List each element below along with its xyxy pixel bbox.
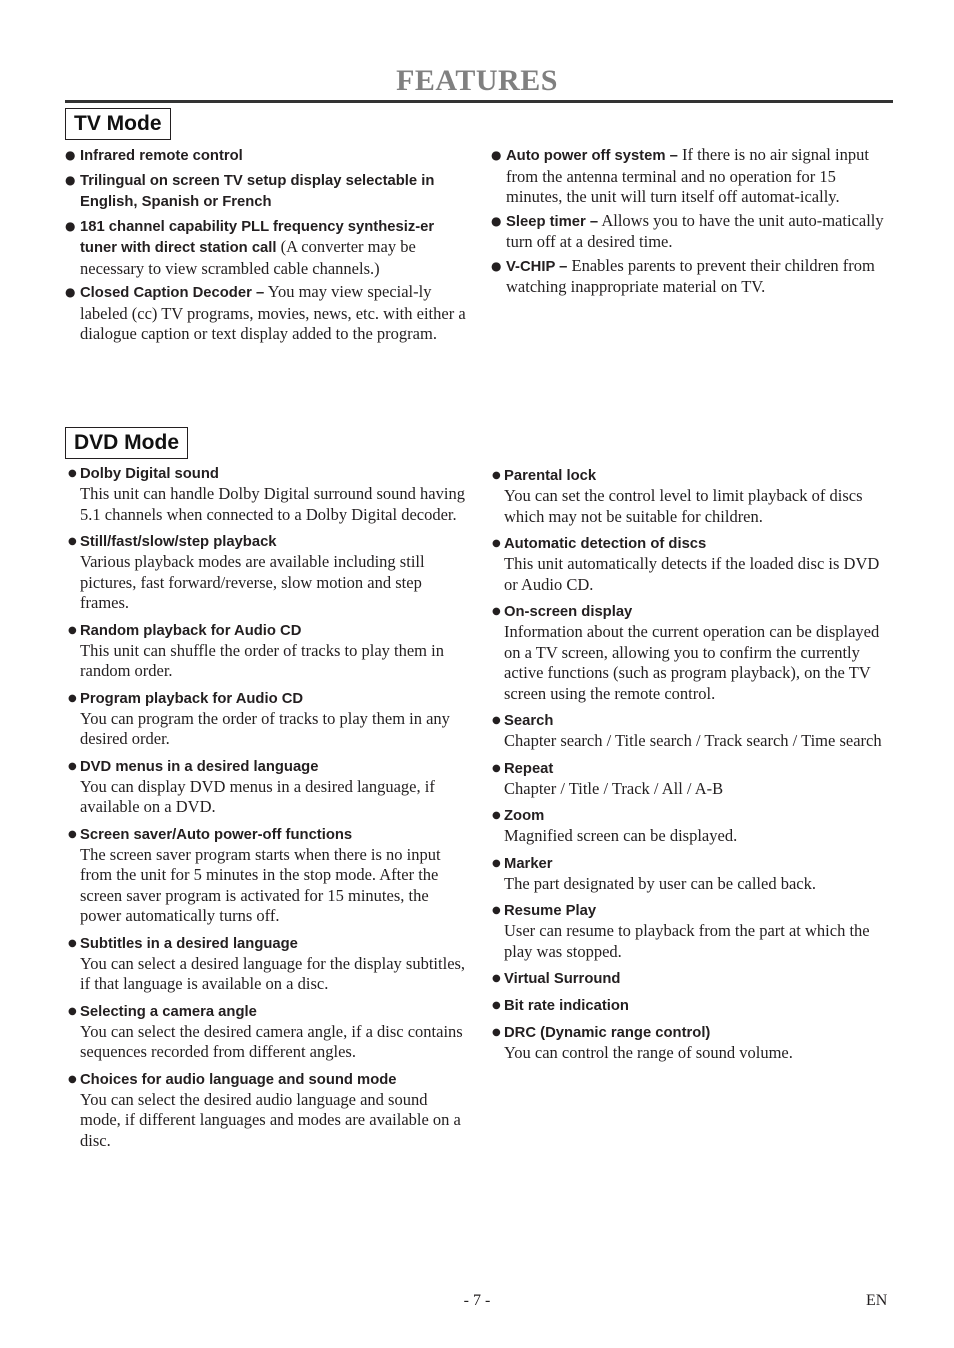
dvd-feature-description: You can set the control level to limit playback of discs which may not be suitable for children. — [504, 486, 863, 526]
dvd-feature-title: Parental lock — [504, 468, 597, 484]
dvd-feature-item — [492, 806, 894, 847]
dvd-feature-item — [68, 621, 470, 682]
bullet-icon: ● — [491, 258, 502, 273]
dvd-feature-title: DRC (Dynamic range control) — [504, 1025, 711, 1041]
bullet-icon: ● — [68, 1073, 77, 1085]
dvd-feature-title: Automatic detection of discs — [504, 536, 707, 552]
bullet-icon: ● — [68, 536, 77, 547]
dvd-feature-description: Magnified screen can be displayed. — [504, 826, 738, 845]
dvd-feature-description: Various playback modes are available including still pictures, fast forward/reverse, slow motion and step frames. — [80, 552, 425, 612]
bullet-icon: ● — [68, 468, 77, 479]
bullet-icon: ● — [492, 857, 501, 869]
dvd-feature-title: On-screen display — [504, 604, 633, 620]
tv-feature-item — [65, 170, 467, 213]
tv-feature-text: You may view special-ly labeled (cc) TV programs, movies, news, etc. with either a dialogue caption or text display added to the program. — [80, 282, 466, 343]
dvd-feature-description: You can control the range of sound volume. — [504, 1043, 793, 1062]
dvd-feature-description: This unit can shuffle the order of tracks to play them in random order. — [80, 640, 444, 680]
dvd-feature-title: Bit rate indication — [504, 998, 629, 1014]
dvd-feature-item — [68, 757, 470, 818]
dvd-feature-description: Chapter / Title / Track / All / A-B — [504, 778, 724, 798]
dvd-feature-item — [68, 689, 470, 750]
tv-mode-heading: TV Mode — [65, 108, 171, 140]
dvd-mode-heading: DVD Mode — [65, 427, 188, 459]
dvd-feature-title: DVD menus in a desired language — [80, 758, 319, 775]
dvd-feature-title: Subtitles in a desired language — [80, 935, 298, 952]
bullet-icon: ● — [65, 148, 76, 162]
tv-feature-title: 181 channel capability PLL frequency synthesiz-er tuner with direct station call — [80, 218, 435, 256]
dvd-feature-item — [68, 825, 470, 927]
tv-feature-item — [65, 145, 467, 167]
dvd-feature-item — [492, 854, 894, 895]
bullet-icon: ● — [68, 937, 77, 949]
tv-feature-list-right — [491, 145, 893, 298]
dvd-feature-description: Information about the current operation can be displayed on a TV screen, allowing you to confirm the currently active functions (such as program playback), on the TV screen using the remote control. — [504, 622, 880, 703]
dvd-feature-description: You can display DVD menus in a desired language, if available on a DVD. — [80, 776, 435, 816]
dvd-feature-item — [68, 532, 470, 614]
bullet-icon: ● — [492, 470, 501, 481]
bullet-icon: ● — [492, 762, 501, 774]
tv-feature-text: Enables parents to prevent their children from watching inappropriate material on TV. — [506, 255, 875, 296]
dvd-feature-title: Still/fast/slow/step playback — [80, 534, 277, 550]
dvd-feature-description: You can select the desired audio language and sound mode, if different languages and modes are available on a disc. — [80, 1089, 461, 1150]
tv-feature-item — [65, 282, 467, 345]
bullet-icon: ● — [68, 692, 77, 704]
bullet-icon: ● — [68, 760, 77, 772]
tv-feature-title: Auto power off system – — [506, 148, 678, 164]
bullet-icon: ● — [65, 285, 76, 299]
dvd-feature-title: Search — [504, 713, 554, 729]
bullet-icon: ● — [65, 172, 76, 187]
dvd-feature-description: You can select a desired language for the display subtitles, if that language is available on a disc. — [80, 953, 466, 993]
dvd-feature-title: Screen saver/Auto power-off functions — [80, 826, 353, 843]
dvd-feature-description: This unit can handle Dolby Digital surround sound having 5.1 channels when connected to a Dolby Digital decoder. — [80, 484, 465, 524]
dvd-feature-title: Dolby Digital sound — [80, 466, 219, 482]
tv-feature-title: V-CHIP – — [506, 258, 568, 275]
dvd-feature-title: Random playback for Audio CD — [80, 622, 302, 639]
bullet-icon: ● — [68, 1005, 77, 1017]
tv-feature-title: Infrared remote control — [80, 148, 243, 164]
dvd-feature-description: This unit automatically detects if the loaded disc is DVD or Audio CD. — [504, 554, 880, 594]
dvd-feature-item — [68, 934, 470, 995]
dvd-feature-item — [492, 466, 894, 527]
dvd-mode-right-column — [492, 466, 894, 1071]
bullet-icon: ● — [65, 218, 76, 233]
bullet-icon: ● — [491, 213, 502, 228]
dvd-feature-title: Repeat — [504, 760, 554, 777]
dvd-feature-item — [492, 901, 894, 962]
tv-feature-list-left — [65, 145, 467, 345]
dvd-feature-description: The part designated by user can be called back. — [504, 873, 816, 893]
bullet-icon: ● — [492, 810, 501, 821]
tv-feature-title: Trilingual on screen TV setup display selectable in English, Spanish or French — [80, 172, 435, 210]
bullet-icon: ● — [492, 1000, 501, 1011]
dvd-feature-title: Selecting a camera angle — [80, 1003, 257, 1020]
dvd-feature-item — [492, 1023, 894, 1064]
bullet-icon: ● — [491, 148, 502, 162]
page-number: - 7 - — [463, 1292, 491, 1309]
dvd-feature-item — [492, 996, 894, 1016]
bullet-icon: ● — [492, 606, 501, 617]
bullet-icon: ● — [68, 828, 77, 840]
tv-feature-item — [491, 211, 893, 253]
tv-feature-title: Closed Caption Decoder – — [80, 285, 265, 301]
tv-feature-text: If there is no air signal input from the antenna terminal and no operation for 15 minutes, the unit will turn itself off automat-ically. — [506, 145, 869, 206]
dvd-feature-item — [492, 759, 894, 800]
tv-feature-item — [491, 145, 893, 208]
tv-feature-text: Allows you to have the unit auto-matically turn off at a desired time. — [506, 210, 884, 251]
tv-feature-item — [65, 216, 467, 280]
dvd-feature-item — [492, 711, 894, 752]
dvd-feature-description: User can resume to playback from the part at which the play was stopped. — [504, 921, 870, 961]
dvd-feature-description: You can program the order of tracks to play them in any desired order. — [80, 708, 450, 748]
dvd-feature-title: Choices for audio language and sound mode — [80, 1071, 397, 1088]
tv-feature-title: Sleep timer – — [506, 213, 599, 230]
bullet-icon: ● — [492, 538, 501, 549]
dvd-feature-description: Chapter search / Title search / Track search / Time search — [504, 731, 882, 750]
dvd-feature-description: You can select the desired camera angle, if a disc contains sequences recorded from different angles. — [80, 1021, 463, 1061]
tv-feature-item — [491, 256, 893, 298]
bullet-icon: ● — [68, 624, 77, 636]
dvd-feature-item — [492, 602, 894, 704]
bullet-icon: ● — [492, 1027, 501, 1038]
dvd-feature-title: Zoom — [504, 808, 545, 824]
dvd-feature-item — [492, 969, 894, 989]
page-title: FEATURES — [396, 64, 558, 97]
dvd-feature-item — [68, 1070, 470, 1152]
language-code: EN — [866, 1292, 888, 1309]
dvd-feature-description: The screen saver program starts when there is no input from the unit for 5 minutes in the stop mode. After the screen saver program is activated for 15 minutes, the power automatically turns off. — [80, 844, 441, 925]
dvd-feature-list-right — [492, 466, 894, 1064]
dvd-feature-title: Program playback for Audio CD — [80, 690, 304, 707]
tv-feature-text: (A converter may be necessary to view scrambled cable channels.) — [80, 237, 416, 278]
tv-mode-left-column — [65, 145, 467, 348]
dvd-feature-title: Resume Play — [504, 903, 597, 919]
dvd-feature-title: Marker — [504, 855, 553, 872]
dvd-feature-item — [68, 1002, 470, 1063]
dvd-feature-title: Virtual Surround — [504, 971, 621, 987]
dvd-feature-list-left — [68, 464, 470, 1151]
bullet-icon: ● — [492, 973, 501, 984]
dvd-feature-item — [492, 534, 894, 595]
tv-mode-right-column — [491, 145, 893, 301]
bullet-icon: ● — [492, 715, 501, 726]
dvd-mode-left-column — [68, 464, 470, 1158]
title-rule — [65, 100, 893, 103]
bullet-icon: ● — [492, 905, 501, 916]
dvd-feature-item — [68, 464, 470, 525]
